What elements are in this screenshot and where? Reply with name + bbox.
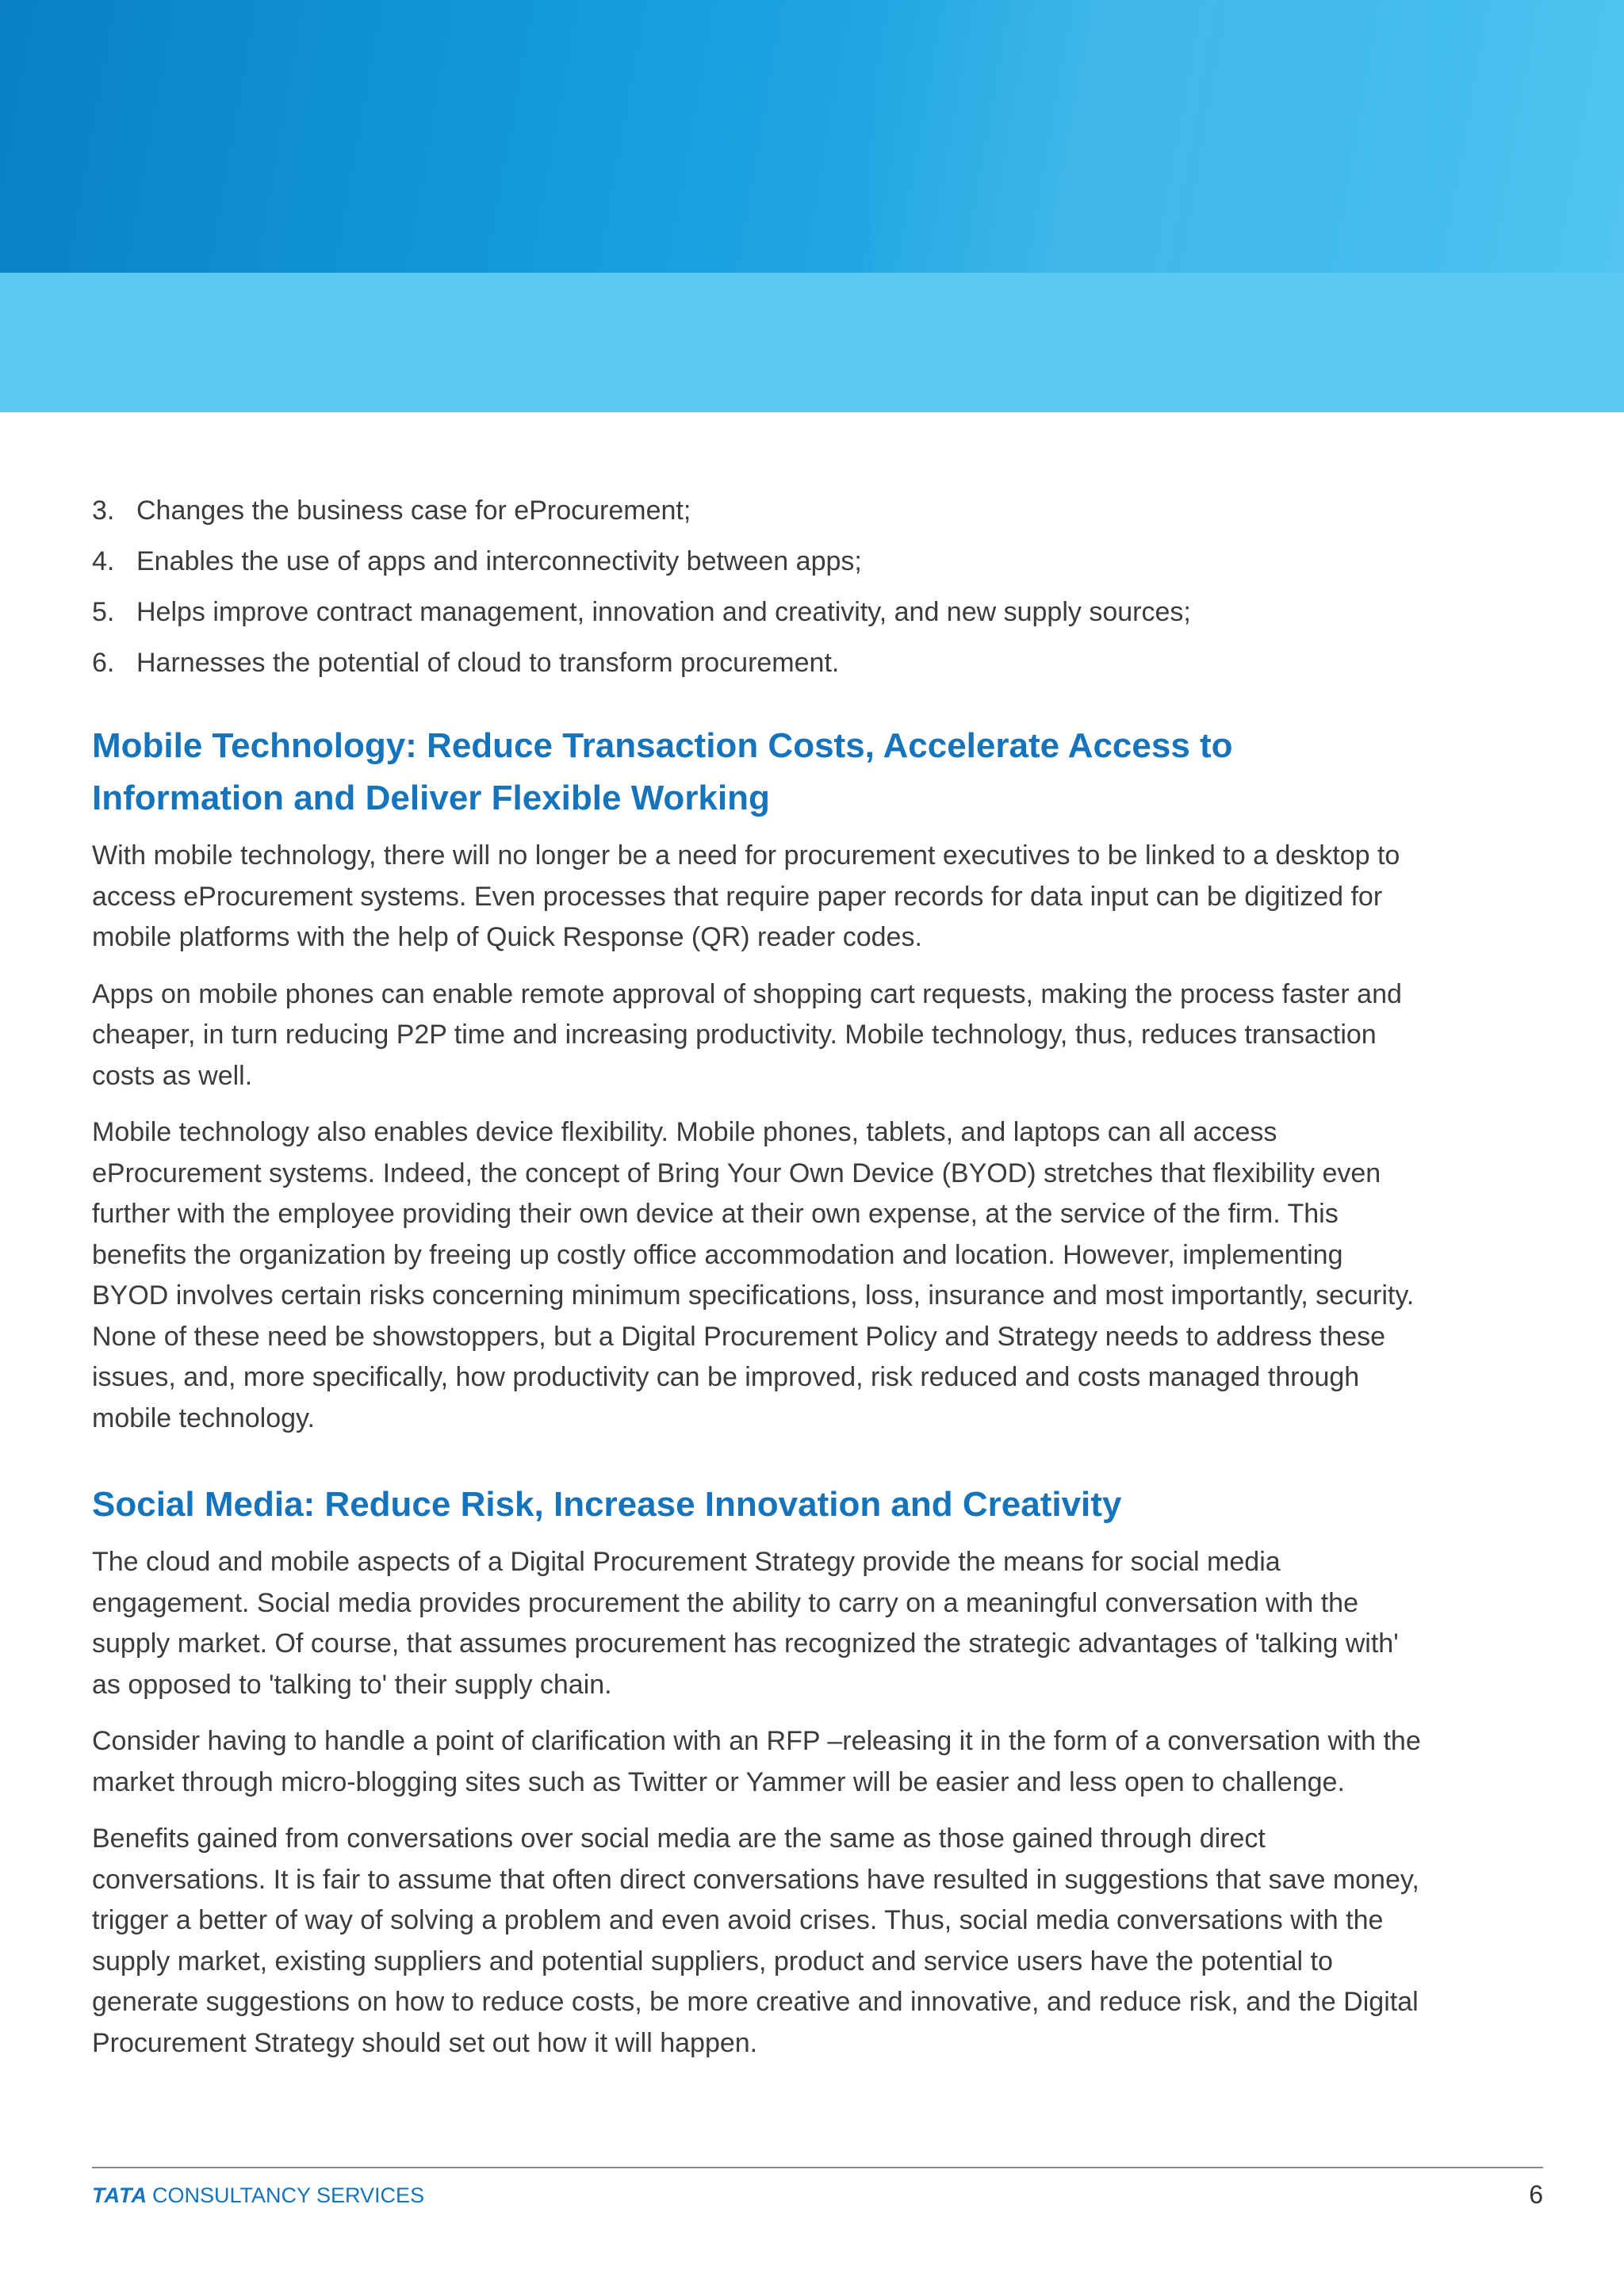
list-number: 4. bbox=[92, 546, 115, 576]
heading-line: Information and Deliver Flexible Working bbox=[92, 779, 770, 817]
numbered-list bbox=[92, 485, 1424, 688]
list-item bbox=[92, 637, 1424, 688]
list-number: 3. bbox=[92, 496, 115, 526]
main-content bbox=[92, 485, 1424, 2080]
list-text: Enables the use of apps and interconnectivity between apps; bbox=[136, 546, 862, 576]
company-logo bbox=[92, 2182, 424, 2209]
paragraph: With mobile technology, there will no longer be a need for procurement executives to be linked to a desktop to access eProcurement systems. Even processes that require paper records for data input can be digitized for mobile platforms with the help of Quick Response (QR) reader codes. bbox=[92, 840, 1400, 952]
list-text: Helps improve contract management, innovation and creativity, and new supply sources; bbox=[136, 597, 1191, 627]
footer-divider bbox=[92, 2167, 1543, 2168]
list-text: Changes the business case for eProcurement; bbox=[136, 496, 691, 526]
list-item bbox=[92, 536, 1424, 587]
section-heading-mobile-technology bbox=[92, 720, 1424, 825]
heading-line: Mobile Technology: Reduce Transaction Costs, Accelerate Access to bbox=[92, 726, 1233, 765]
list-number: 5. bbox=[92, 597, 115, 627]
page-number: 6 bbox=[1529, 2180, 1543, 2209]
banner-highlight bbox=[872, 0, 1427, 273]
banner-band bbox=[0, 273, 1624, 412]
paragraph: Benefits gained from conversations over social media are the same as those gained through direct conversations. It is fair to assume that often direct conversations have resulted in suggestions that save money, trigger a better of way of solving a problem and even avoid crises. Thus, social media conversations with the supply market, existing suppliers and potential suppliers, product and service users have the potential to generate suggestions on how to reduce costs, be more creative and innovative, and reduce risk, and the Digital Procurement Strategy should set out how it will happen. bbox=[92, 1823, 1419, 2058]
list-number: 6. bbox=[92, 648, 115, 678]
paragraph: Consider having to handle a point of clarification with an RFP –releasing it in the form of a conversation with the market through micro-blogging sites such as Twitter or Yammer will be easier and less open to challenge. bbox=[92, 1726, 1421, 1797]
paragraph: Mobile technology also enables device flexibility. Mobile phones, tablets, and laptops can all access eProcurement systems. Indeed, the concept of Bring Your Own Device (BYOD) stretches that flexibility even further with the employee providing their own device at their own expense, at the service of the firm. This benefits the organization by freeing up costly office accommodation and location. However, implementing BYOD involves certain risks concerning minimum specifications, loss, insurance and most importantly, security. None of these need be showstoppers, but a Digital Procurement Policy and Strategy needs to address these issues, and, more specifically, how productivity can be improved, risk reduced and costs managed through mobile technology. bbox=[92, 1117, 1415, 1433]
list-item bbox=[92, 587, 1424, 637]
header-banner bbox=[0, 0, 1624, 412]
paragraph: Apps on mobile phones can enable remote approval of shopping cart requests, making the process faster and cheaper, in turn reducing P2P time and increasing productivity. Mobile technology, thus, reduces transaction costs as well. bbox=[92, 978, 1402, 1091]
list-text: Harnesses the potential of cloud to transform procurement. bbox=[136, 648, 840, 678]
logo-tata: TATA bbox=[92, 2183, 147, 2207]
logo-text: CONSULTANCY SERVICES bbox=[151, 2183, 425, 2207]
paragraph: The cloud and mobile aspects of a Digital Procurement Strategy provide the means for social media engagement. Social media provides procurement the ability to carry on a meaningful conversation with the supply market. Of course, that assumes procurement has recognized the strategic advantages of 'talking with' as opposed to 'talking to' their supply chain. bbox=[92, 1547, 1399, 1700]
list-item bbox=[92, 485, 1424, 536]
section-heading-social-media: Social Media: Reduce Risk, Increase Innovation and Creativity bbox=[92, 1485, 1122, 1524]
